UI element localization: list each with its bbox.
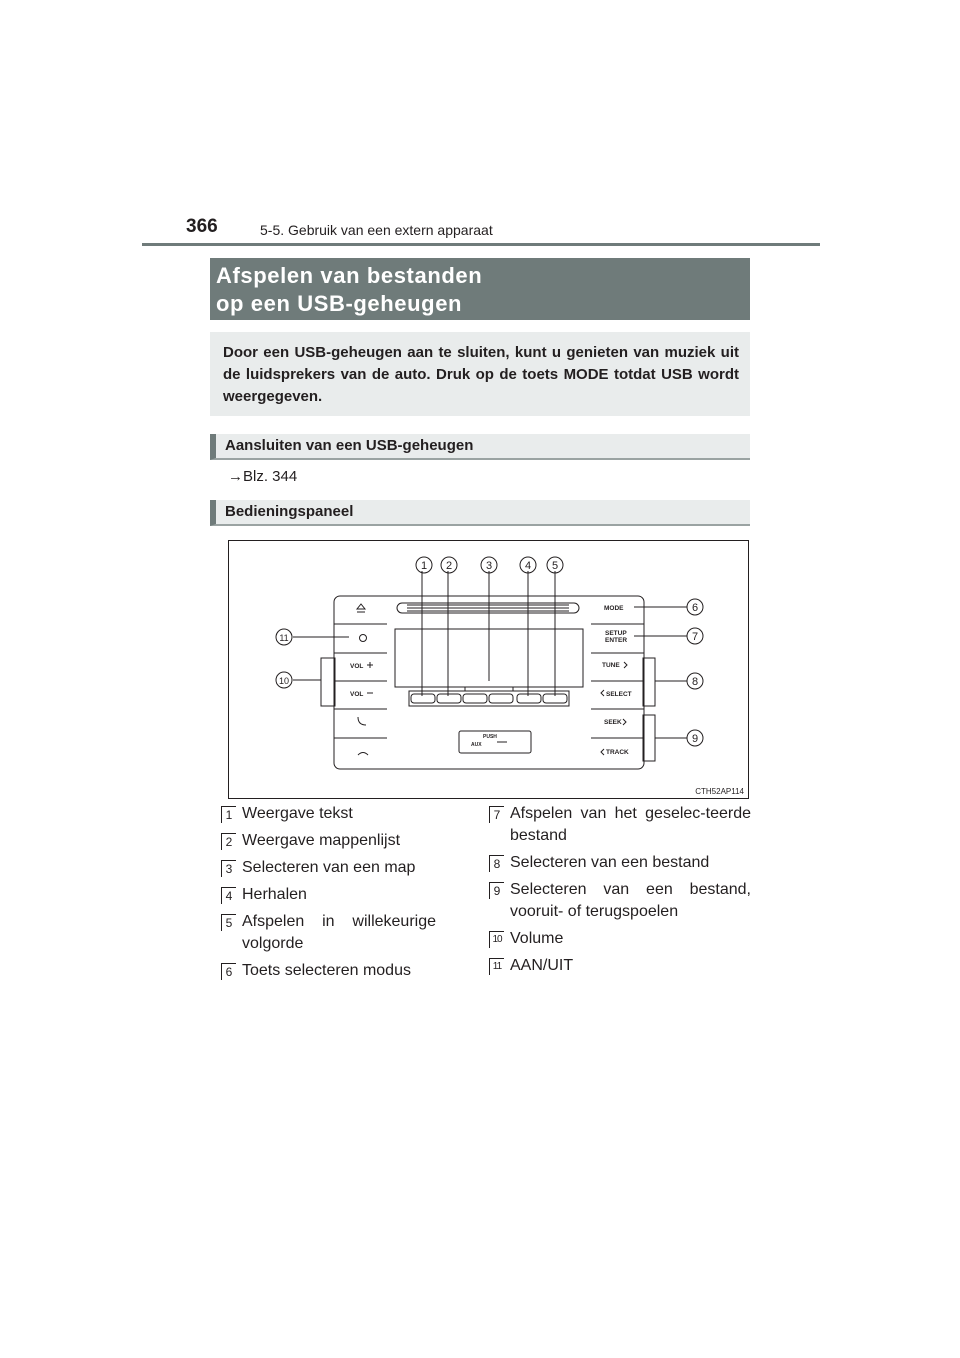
legend-text: AAN/UIT — [510, 957, 574, 974]
subheading-control-panel: Bedieningspaneel — [210, 500, 750, 526]
track-label: TRACK — [606, 749, 629, 756]
legend-number: 9 — [489, 882, 504, 899]
legend-text: Weergave mappenlijst — [242, 832, 401, 849]
subheading-connecting: Aansluiten van een USB-geheugen — [210, 434, 750, 460]
legend-text: Toets selecteren modus — [242, 962, 411, 979]
callout-8: 8 — [691, 676, 699, 688]
legend-number: 1 — [221, 806, 236, 823]
legend-item — [221, 884, 436, 906]
legend-number: 2 — [221, 833, 236, 850]
control-panel-figure — [228, 540, 749, 799]
legend-item — [221, 960, 436, 982]
section-title — [210, 258, 750, 320]
legend-item — [489, 852, 751, 874]
legend-text: Herhalen — [242, 886, 307, 903]
legend-number: 10 — [489, 931, 504, 948]
legend-number: 7 — [489, 806, 504, 823]
tune-label: TUNE — [602, 662, 620, 669]
setup-label: SETUP — [605, 630, 627, 637]
page-reference: →Blz. 344 — [228, 468, 298, 485]
legend-item — [489, 803, 751, 847]
aux-label: AUX — [471, 742, 482, 748]
legend-item — [221, 803, 436, 825]
callout-5: 5 — [551, 560, 559, 572]
vol-minus-label: VOL — [350, 691, 364, 698]
callout-2: 2 — [445, 560, 453, 572]
legend-right-column — [489, 803, 751, 982]
legend-item — [221, 911, 436, 955]
push-label: PUSH — [483, 734, 497, 740]
legend-text: Afspelen van het geselec-teerde bestand — [510, 805, 751, 844]
callout-1: 1 — [420, 560, 428, 572]
legend-text: Selecteren van een bestand — [510, 854, 710, 871]
callout-9: 9 — [691, 733, 699, 745]
seek-label: SEEK — [604, 719, 622, 726]
callout-3: 3 — [485, 560, 493, 572]
legend-text: Weergave tekst — [242, 805, 353, 822]
legend-number: 3 — [221, 860, 236, 877]
page-number: 366 — [186, 216, 218, 237]
callout-11: 11 — [279, 633, 289, 643]
legend-item — [221, 857, 436, 879]
legend-number: 8 — [489, 855, 504, 872]
legend-text: Afspelen in willekeurige volgorde — [242, 913, 436, 952]
callout-4: 4 — [524, 560, 532, 572]
legend-number: 11 — [489, 958, 504, 975]
legend-number: 6 — [221, 963, 236, 980]
legend-item — [489, 879, 751, 923]
legend-text: Selecteren van een map — [242, 859, 416, 876]
enter-label: ENTER — [605, 637, 628, 644]
control-panel-drawing — [229, 541, 750, 800]
legend-item — [221, 830, 436, 852]
callout-10: 10 — [278, 676, 290, 686]
chapter-title: 5-5. Gebruik van een extern apparaat — [260, 222, 493, 238]
callout-7: 7 — [691, 631, 699, 643]
section-title-line-2: op een USB-geheugen — [216, 291, 463, 316]
legend-number: 4 — [221, 887, 236, 904]
legend-item — [489, 955, 751, 977]
section-title-line-1: Afspelen van bestanden — [216, 263, 483, 288]
legend-number: 5 — [221, 914, 236, 931]
mode-label: MODE — [604, 605, 624, 612]
legend-text: Selecteren van een bestand, vooruit- of terugspoelen — [510, 881, 751, 920]
figure-code: CTH52AP114 — [695, 787, 744, 796]
vol-plus-label: VOL — [350, 663, 364, 670]
legend-item — [489, 928, 751, 950]
select-label: SELECT — [606, 691, 632, 698]
legend-left-column — [221, 803, 436, 987]
header-divider — [142, 243, 820, 246]
intro-text: Door een USB-geheugen aan te sluiten, kunt u genieten van muziek uit de luidsprekers van de auto. Druk op de toets MODE totdat USB wordt weergegeven. — [210, 332, 750, 416]
legend-text: Volume — [510, 930, 564, 947]
callout-6: 6 — [691, 602, 699, 614]
